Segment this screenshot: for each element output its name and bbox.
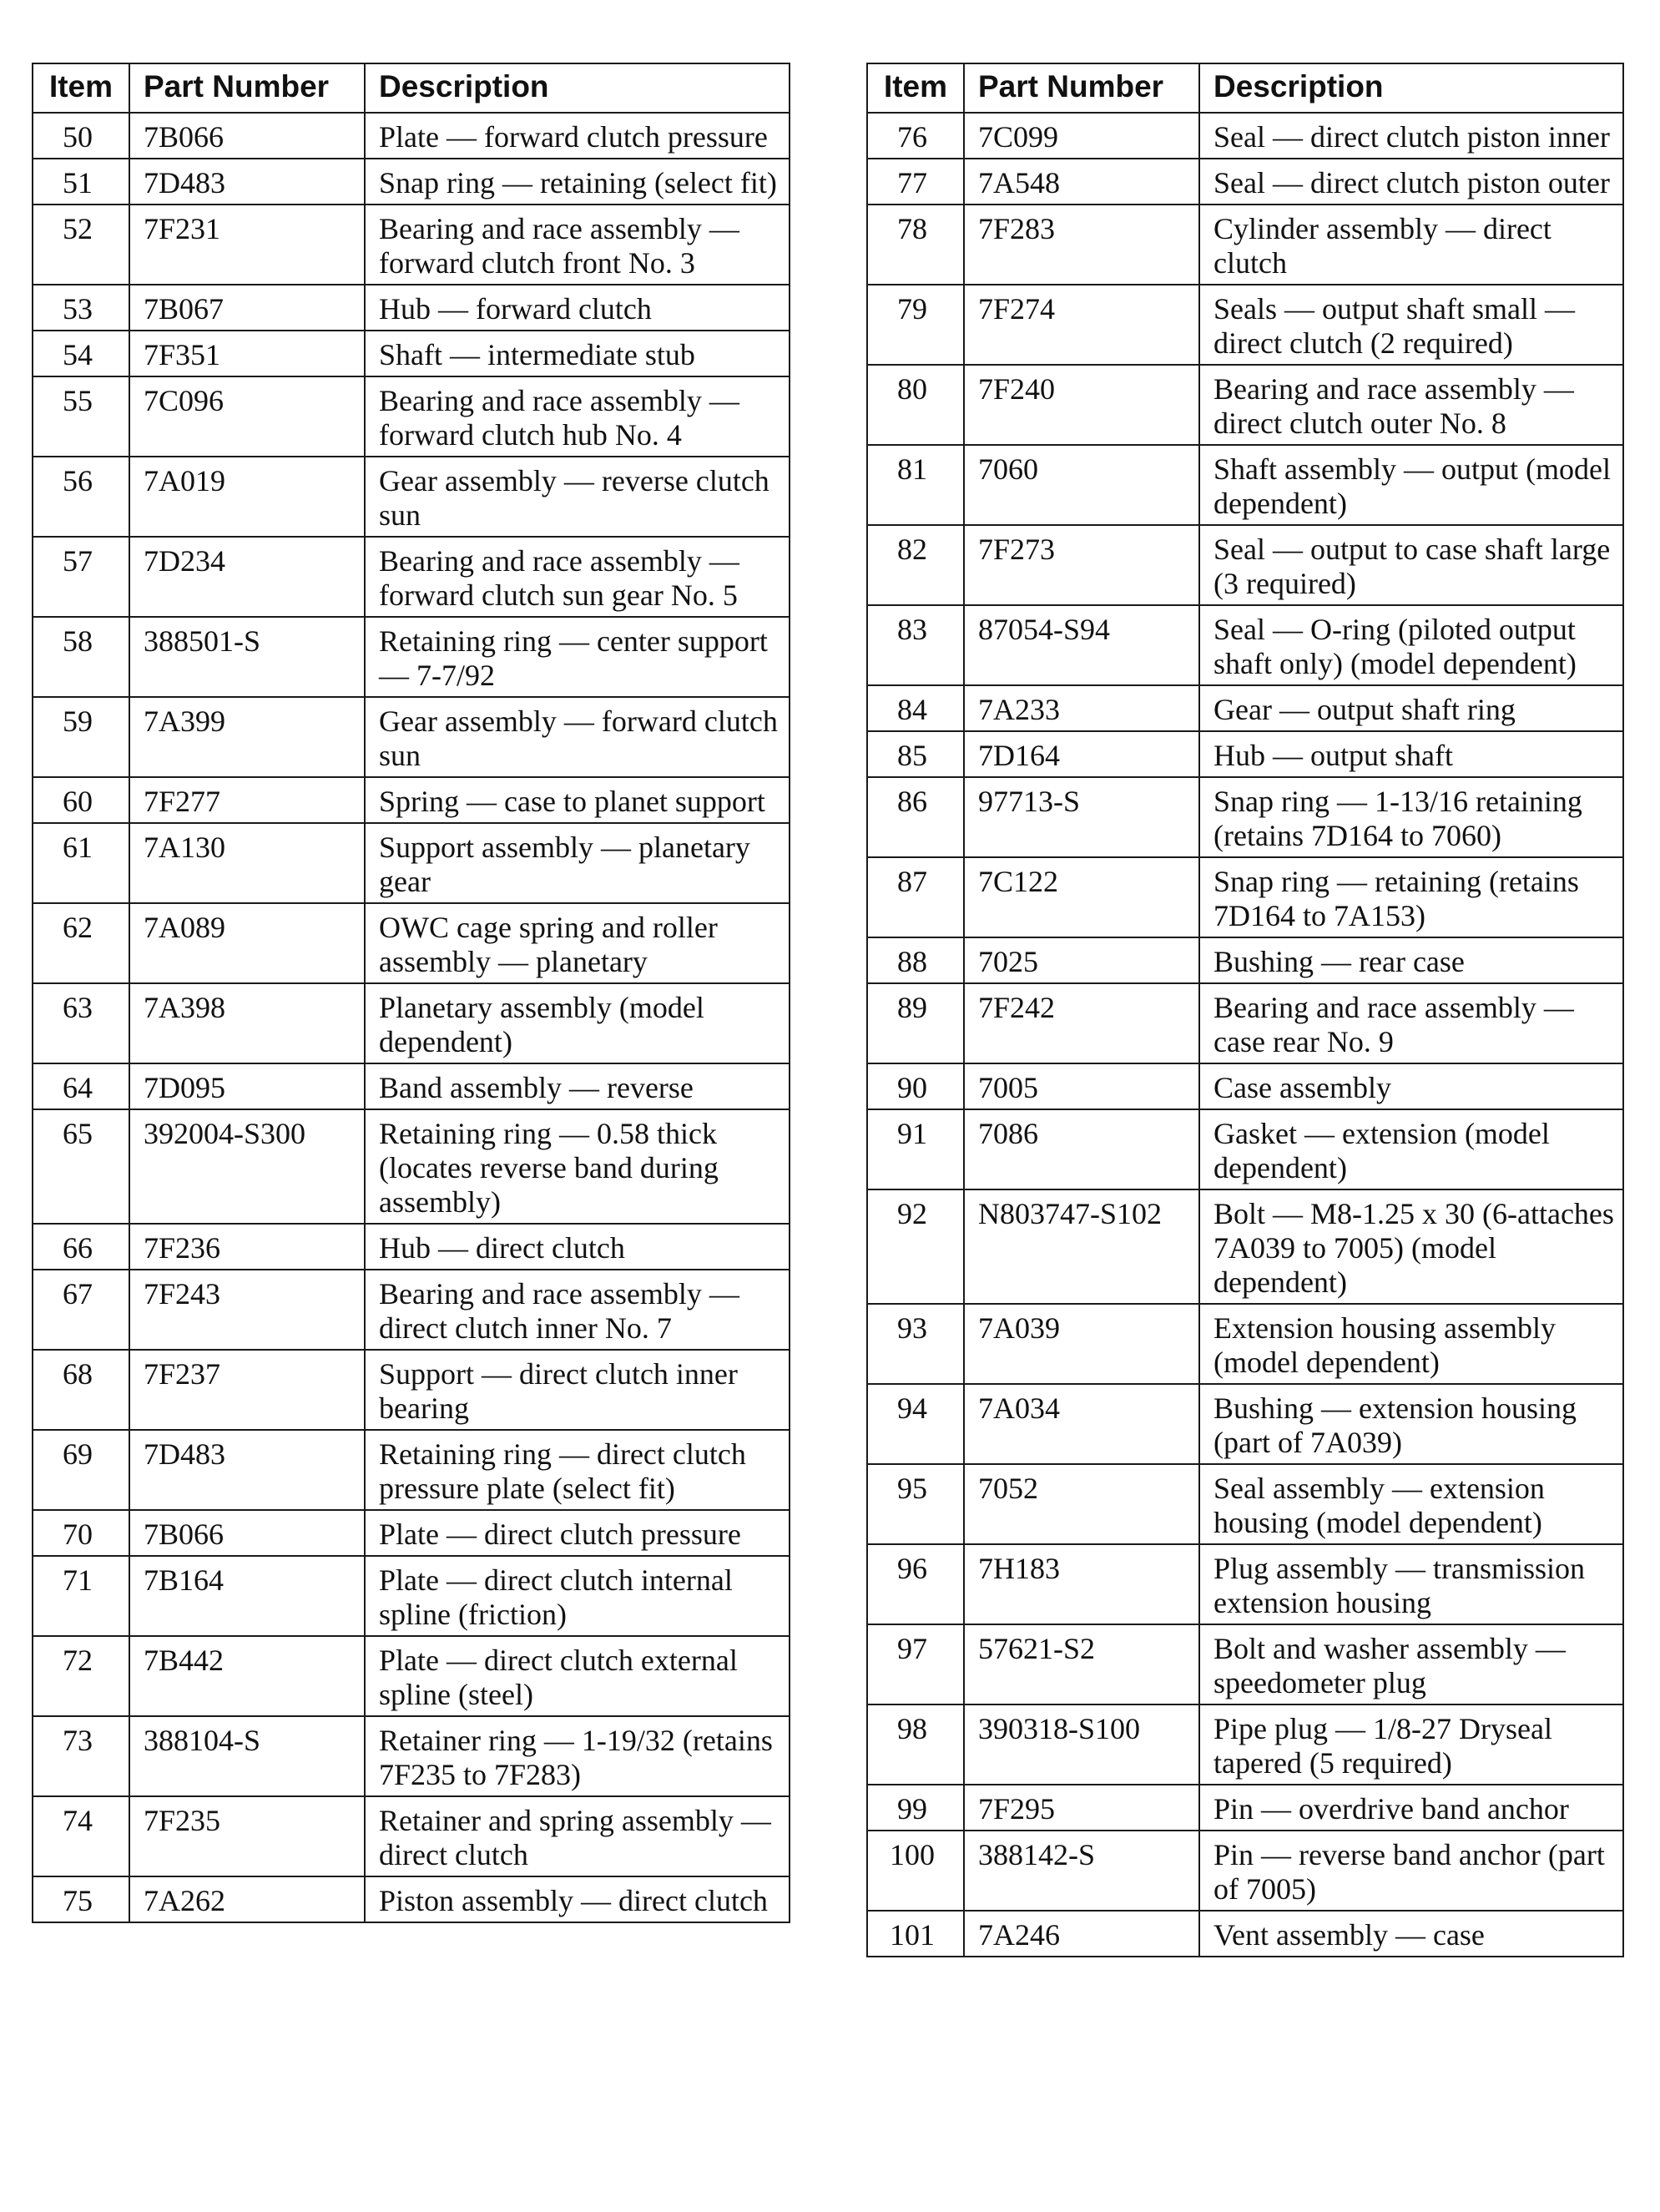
item-number-cell: 95 (867, 1464, 964, 1544)
table-row (867, 857, 1623, 937)
part-number-cell: 7025 (964, 937, 1199, 983)
item-number-cell: 53 (33, 285, 129, 331)
item-number-cell: 74 (33, 1796, 129, 1876)
item-number-cell: 84 (867, 685, 964, 731)
table-row (867, 205, 1623, 285)
item-number-cell: 98 (867, 1704, 964, 1785)
item-number-cell: 94 (867, 1384, 964, 1464)
description-cell: Bearing and race assembly — case rear No. 9 (1199, 983, 1623, 1063)
part-number-cell: 390318-S100 (964, 1704, 1199, 1785)
table-body (33, 113, 790, 1922)
part-number-cell: 7F277 (129, 777, 365, 823)
description-cell: Seal assembly — extension housing (model dependent) (1199, 1464, 1623, 1544)
description-cell: Snap ring — 1-13/16 retaining (retains 7D164 to 7060) (1199, 777, 1623, 857)
description-cell: Extension housing assembly (model dependent) (1199, 1304, 1623, 1384)
description-cell: Support — direct clutch inner bearing (365, 1350, 790, 1430)
description-cell: Pipe plug — 1/8-27 Dryseal tapered (5 required) (1199, 1704, 1623, 1785)
table-row (867, 525, 1623, 605)
description-cell: Plate — forward clutch pressure (365, 113, 790, 159)
item-number-cell: 80 (867, 365, 964, 445)
description-cell: Band assembly — reverse (365, 1063, 790, 1109)
description-cell: Plate — direct clutch internal spline (friction) (365, 1556, 790, 1636)
description-cell: Bearing and race assembly — forward clutch hub No. 4 (365, 376, 790, 457)
part-number-cell: 7B067 (129, 285, 365, 331)
part-number-cell: 7F240 (964, 365, 1199, 445)
table-row (867, 1063, 1623, 1109)
part-number-column-header: Part Number (964, 63, 1199, 113)
part-number-cell: 7F274 (964, 285, 1199, 365)
table-row (33, 113, 790, 159)
table-row (867, 365, 1623, 445)
table-row (33, 159, 790, 205)
description-cell: Retainer and spring assembly — direct clutch (365, 1796, 790, 1876)
table-row (867, 1624, 1623, 1704)
description-cell: Bearing and race assembly — forward clutch front No. 3 (365, 205, 790, 285)
table-row (867, 1384, 1623, 1464)
table-row (867, 1911, 1623, 1957)
description-cell: Vent assembly — case (1199, 1911, 1623, 1957)
part-number-cell: 7H183 (964, 1544, 1199, 1624)
item-number-cell: 65 (33, 1109, 129, 1224)
table-row (867, 1704, 1623, 1785)
item-number-cell: 63 (33, 983, 129, 1063)
description-cell: Snap ring — retaining (retains 7D164 to 7A153) (1199, 857, 1623, 937)
table-row (33, 1350, 790, 1430)
table-row (867, 1109, 1623, 1189)
item-number-cell: 88 (867, 937, 964, 983)
table-row (33, 457, 790, 537)
item-number-cell: 51 (33, 159, 129, 205)
description-cell: Hub — output shaft (1199, 731, 1623, 777)
part-number-cell: 97713-S (964, 777, 1199, 857)
table-row (867, 1464, 1623, 1544)
table-row (867, 1785, 1623, 1831)
part-number-cell: 7F351 (129, 331, 365, 376)
item-number-cell: 83 (867, 605, 964, 685)
description-cell: Seal — direct clutch piston inner (1199, 113, 1623, 159)
description-cell: Gasket — extension (model dependent) (1199, 1109, 1623, 1189)
table-row (867, 445, 1623, 525)
item-number-cell: 101 (867, 1911, 964, 1957)
part-number-cell: 87054-S94 (964, 605, 1199, 685)
item-number-cell: 66 (33, 1224, 129, 1270)
description-cell: Gear assembly — reverse clutch sun (365, 457, 790, 537)
description-cell: Gear assembly — forward clutch sun (365, 697, 790, 777)
table-row (867, 1189, 1623, 1304)
description-cell: Plug assembly — transmission extension housing (1199, 1544, 1623, 1624)
item-number-cell: 87 (867, 857, 964, 937)
table-row (867, 1831, 1623, 1911)
part-number-cell: 7B066 (129, 1510, 365, 1556)
description-cell: Bolt and washer assembly — speedometer plug (1199, 1624, 1623, 1704)
item-number-cell: 68 (33, 1350, 129, 1430)
description-column-header: Description (365, 63, 790, 113)
description-cell: Case assembly (1199, 1063, 1623, 1109)
description-cell: Snap ring — retaining (select fit) (365, 159, 790, 205)
part-number-cell: 7F237 (129, 1350, 365, 1430)
item-number-cell: 57 (33, 537, 129, 617)
part-number-cell: 388104-S (129, 1716, 365, 1796)
item-number-cell: 52 (33, 205, 129, 285)
description-cell: Hub — forward clutch (365, 285, 790, 331)
item-number-cell: 56 (33, 457, 129, 537)
item-number-cell: 97 (867, 1624, 964, 1704)
part-number-cell: 7A399 (129, 697, 365, 777)
item-number-cell: 55 (33, 376, 129, 457)
item-number-cell: 79 (867, 285, 964, 365)
item-number-cell: 71 (33, 1556, 129, 1636)
part-number-cell: 388142-S (964, 1831, 1199, 1911)
item-number-cell: 77 (867, 159, 964, 205)
table-row (867, 731, 1623, 777)
table-row (33, 205, 790, 285)
table-row (33, 1510, 790, 1556)
description-cell: Planetary assembly (model dependent) (365, 983, 790, 1063)
part-number-cell: 57621-S2 (964, 1624, 1199, 1704)
item-number-cell: 70 (33, 1510, 129, 1556)
description-cell: Bolt — M8-1.25 x 30 (6-attaches 7A039 to 7005) (model dependent) (1199, 1189, 1623, 1304)
part-number-column-header: Part Number (129, 63, 365, 113)
part-number-cell: 7F243 (129, 1270, 365, 1350)
table-row (33, 1063, 790, 1109)
table-row (33, 1876, 790, 1922)
part-number-cell: 7A034 (964, 1384, 1199, 1464)
part-number-cell: 7C099 (964, 113, 1199, 159)
item-number-cell: 61 (33, 823, 129, 903)
parts-table-right (866, 63, 1624, 1957)
item-number-cell: 67 (33, 1270, 129, 1350)
part-number-cell: 7D483 (129, 159, 365, 205)
description-cell: Pin — reverse band anchor (part of 7005) (1199, 1831, 1623, 1911)
item-number-cell: 81 (867, 445, 964, 525)
item-number-cell: 75 (33, 1876, 129, 1922)
part-number-cell: 392004-S300 (129, 1109, 365, 1224)
item-number-cell: 50 (33, 113, 129, 159)
item-number-cell: 69 (33, 1430, 129, 1510)
description-cell: Gear — output shaft ring (1199, 685, 1623, 731)
item-number-cell: 54 (33, 331, 129, 376)
description-cell: Retaining ring — 0.58 thick (locates reverse band during assembly) (365, 1109, 790, 1224)
item-number-cell: 89 (867, 983, 964, 1063)
part-number-cell: 7A019 (129, 457, 365, 537)
table-row (33, 1430, 790, 1510)
part-number-cell: 388501-S (129, 617, 365, 697)
part-number-cell: 7C096 (129, 376, 365, 457)
part-number-cell: 7F231 (129, 205, 365, 285)
description-cell: Plate — direct clutch external spline (steel) (365, 1636, 790, 1716)
item-number-cell: 82 (867, 525, 964, 605)
table-row (867, 113, 1623, 159)
item-number-cell: 92 (867, 1189, 964, 1304)
part-number-cell: 7A398 (129, 983, 365, 1063)
item-number-cell: 96 (867, 1544, 964, 1624)
description-cell: Bearing and race assembly — direct clutch inner No. 7 (365, 1270, 790, 1350)
description-cell: Retaining ring — center support — 7-7/92 (365, 617, 790, 697)
item-number-cell: 91 (867, 1109, 964, 1189)
part-number-cell: 7005 (964, 1063, 1199, 1109)
table-row (33, 537, 790, 617)
item-number-cell: 58 (33, 617, 129, 697)
item-number-cell: 78 (867, 205, 964, 285)
table-row (33, 1270, 790, 1350)
item-column-header: Item (867, 63, 964, 113)
description-cell: Retaining ring — direct clutch pressure plate (select fit) (365, 1430, 790, 1510)
description-cell: Spring — case to planet support (365, 777, 790, 823)
item-number-cell: 85 (867, 731, 964, 777)
part-number-cell: 7A039 (964, 1304, 1199, 1384)
table-row (33, 1796, 790, 1876)
item-number-cell: 62 (33, 903, 129, 983)
item-number-cell: 76 (867, 113, 964, 159)
description-cell: Seals — output shaft small — direct clutch (2 required) (1199, 285, 1623, 365)
table-row (33, 697, 790, 777)
header-row (867, 63, 1623, 113)
description-cell: Plate — direct clutch pressure (365, 1510, 790, 1556)
table-row (33, 285, 790, 331)
table-row (867, 937, 1623, 983)
table-row (867, 159, 1623, 205)
part-number-cell: 7F236 (129, 1224, 365, 1270)
part-number-cell: 7F295 (964, 1785, 1199, 1831)
table-row (33, 777, 790, 823)
description-cell: Cylinder assembly — direct clutch (1199, 205, 1623, 285)
item-number-cell: 93 (867, 1304, 964, 1384)
part-number-cell: 7A130 (129, 823, 365, 903)
table-row (33, 823, 790, 903)
header-row (33, 63, 790, 113)
part-number-cell: 7A548 (964, 159, 1199, 205)
parts-table-left (32, 63, 790, 1923)
table-row (867, 605, 1623, 685)
description-cell: Bushing — extension housing (part of 7A039) (1199, 1384, 1623, 1464)
table-row (33, 1556, 790, 1636)
part-number-cell: 7F235 (129, 1796, 365, 1876)
description-cell: Shaft — intermediate stub (365, 331, 790, 376)
table-row (867, 983, 1623, 1063)
item-number-cell: 60 (33, 777, 129, 823)
part-number-cell: 7D164 (964, 731, 1199, 777)
description-cell: Retainer ring — 1-19/32 (retains 7F235 to 7F283) (365, 1716, 790, 1796)
item-number-cell: 86 (867, 777, 964, 857)
description-cell: Seal — output to case shaft large (3 required) (1199, 525, 1623, 605)
item-number-cell: 72 (33, 1636, 129, 1716)
description-cell: Seal — direct clutch piston outer (1199, 159, 1623, 205)
item-number-cell: 90 (867, 1063, 964, 1109)
description-cell: OWC cage spring and roller assembly — planetary (365, 903, 790, 983)
part-number-cell: 7086 (964, 1109, 1199, 1189)
item-number-cell: 100 (867, 1831, 964, 1911)
part-number-cell: N803747-S102 (964, 1189, 1199, 1304)
part-number-cell: 7D483 (129, 1430, 365, 1510)
table-row (33, 1109, 790, 1224)
part-number-cell: 7C122 (964, 857, 1199, 937)
description-cell: Bearing and race assembly — forward clutch sun gear No. 5 (365, 537, 790, 617)
table-row (33, 617, 790, 697)
part-number-cell: 7B442 (129, 1636, 365, 1716)
table-row (33, 983, 790, 1063)
part-number-cell: 7F242 (964, 983, 1199, 1063)
item-number-cell: 99 (867, 1785, 964, 1831)
part-number-cell: 7D234 (129, 537, 365, 617)
table-body (867, 113, 1623, 1957)
description-cell: Bushing — rear case (1199, 937, 1623, 983)
table-row (33, 1636, 790, 1716)
description-cell: Piston assembly — direct clutch (365, 1876, 790, 1922)
table-row (33, 376, 790, 457)
item-number-cell: 73 (33, 1716, 129, 1796)
table-row (867, 1544, 1623, 1624)
table-row (33, 1716, 790, 1796)
table-row (867, 1304, 1623, 1384)
part-number-cell: 7D095 (129, 1063, 365, 1109)
table-row (33, 903, 790, 983)
part-number-cell: 7B066 (129, 113, 365, 159)
description-cell: Hub — direct clutch (365, 1224, 790, 1270)
description-cell: Bearing and race assembly — direct clutch outer No. 8 (1199, 365, 1623, 445)
part-number-cell: 7A233 (964, 685, 1199, 731)
part-number-cell: 7A262 (129, 1876, 365, 1922)
part-number-cell: 7F273 (964, 525, 1199, 605)
part-number-cell: 7052 (964, 1464, 1199, 1544)
item-number-cell: 64 (33, 1063, 129, 1109)
description-cell: Support assembly — planetary gear (365, 823, 790, 903)
item-column-header: Item (33, 63, 129, 113)
description-column-header: Description (1199, 63, 1623, 113)
item-number-cell: 59 (33, 697, 129, 777)
table-row (867, 685, 1623, 731)
part-number-cell: 7B164 (129, 1556, 365, 1636)
description-cell: Shaft assembly — output (model dependent) (1199, 445, 1623, 525)
part-number-cell: 7A089 (129, 903, 365, 983)
table-row (867, 285, 1623, 365)
part-number-cell: 7A246 (964, 1911, 1199, 1957)
table-row (33, 331, 790, 376)
description-cell: Pin — overdrive band anchor (1199, 1785, 1623, 1831)
part-number-cell: 7060 (964, 445, 1199, 525)
table-row (867, 777, 1623, 857)
description-cell: Seal — O-ring (piloted output shaft only) (model dependent) (1199, 605, 1623, 685)
part-number-cell: 7F283 (964, 205, 1199, 285)
table-row (33, 1224, 790, 1270)
